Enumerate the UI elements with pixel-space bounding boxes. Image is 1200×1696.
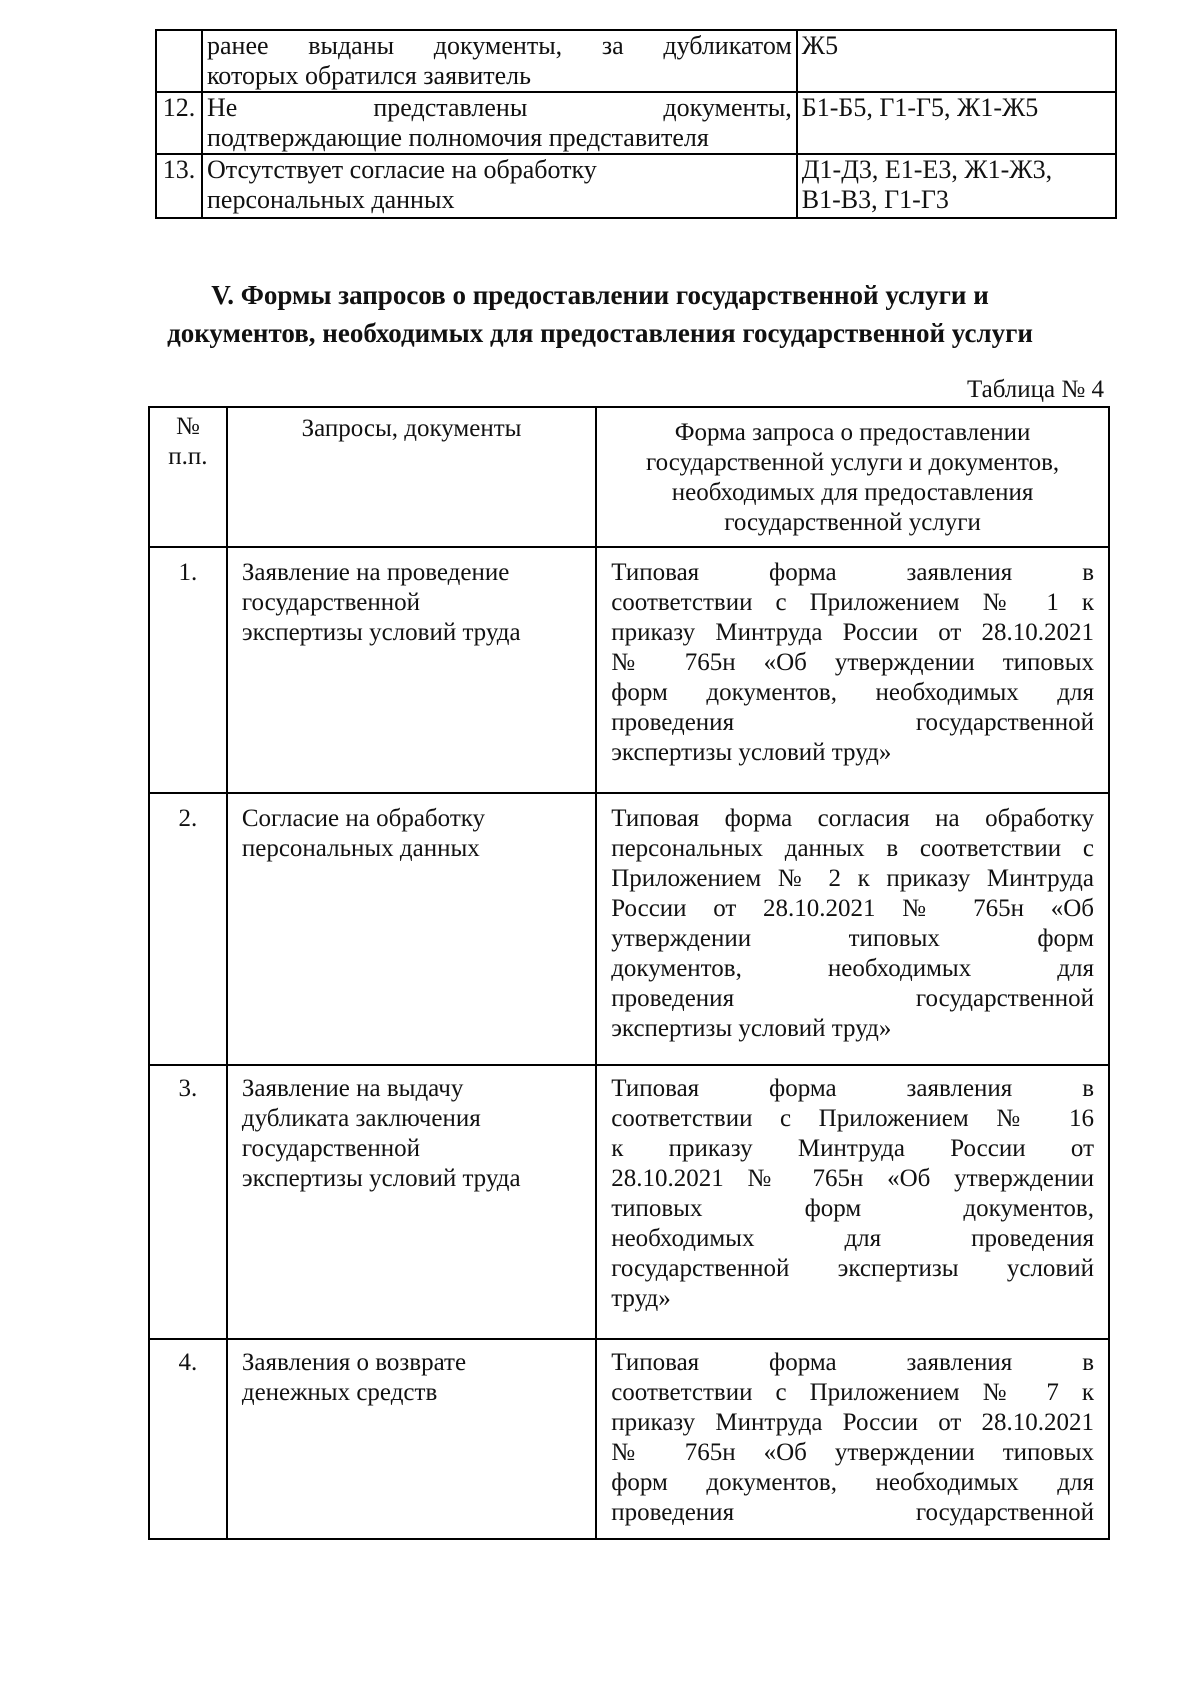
row-document: Согласие на обработку персональных данных [227, 793, 596, 1065]
row-number: 13. [156, 154, 202, 218]
row-number: 2. [149, 793, 227, 1065]
table-row [149, 793, 1109, 1065]
row-number: 1. [149, 547, 227, 793]
header-form: Форма запроса о предоставлении государственной услуги и документов, необходимых для предоставления государственной услуги [596, 407, 1109, 547]
row-number: 3. [149, 1065, 227, 1339]
row-codes: Б1-Б5, Г1-Г5, Ж1-Ж5 [797, 92, 1116, 154]
row-description: ранее выданы документы, за дубликатом которых обратился заявитель [202, 30, 797, 92]
row-number: 4. [149, 1339, 227, 1539]
section-heading: V. Формы запросов о предоставлении государственной услуги и документов, необходимых для предоставления государственной услуги [167, 280, 1033, 348]
row-form: Типовая форма заявления в соответствии с Приложением № 1 к приказу Минтруда России от 28.10.2021 № 765н «Об утверждении типовых форм документов, необходимых для проведения государственной экспертизы условий труд» [596, 547, 1109, 793]
row-document: Заявления о возврате денежных средств [227, 1339, 596, 1539]
row-number [156, 30, 202, 92]
forms-table [148, 406, 1110, 1540]
table-row [149, 1339, 1109, 1539]
header-documents: Запросы, документы [227, 407, 596, 547]
table-row [156, 30, 1116, 92]
row-description: Не представлены документы, подтверждающие полномочия представителя [202, 92, 797, 154]
row-form: Типовая форма заявления в соответствии с Приложением № 7 к приказу Минтруда России от 28.10.2021 № 765н «Об утверждении типовых форм документов, необходимых для проведения государственной [596, 1339, 1109, 1539]
row-document: Заявление на выдачу дубликата заключения государственной экспертизы условий труда [227, 1065, 596, 1339]
row-description: Отсутствует согласие на обработку персональных данных [202, 154, 797, 218]
previous-table [155, 29, 1117, 219]
row-number: 12. [156, 92, 202, 154]
table-row [156, 92, 1116, 154]
table-caption: Таблица № 4 [966, 376, 1104, 403]
table-row [156, 154, 1116, 218]
row-codes: Ж5 [797, 30, 1116, 92]
row-form: Типовая форма заявления в соответствии с Приложением № 16 к приказу Минтруда России от 28.10.2021 № 765н «Об утверждении типовых форм документов, необходимых для проведения государственной экспертизы условий труд» [596, 1065, 1109, 1339]
table-row [149, 547, 1109, 793]
table-row [149, 1065, 1109, 1339]
row-codes: Д1-Д3, Е1-Е3, Ж1-Ж3, В1-В3, Г1-Г3 [797, 154, 1116, 218]
header-num: № п.п. [149, 407, 227, 547]
row-form: Типовая форма согласия на обработку персональных данных в соответствии с Приложением № 2 к приказу Минтруда России от 28.10.2021 № 765н «Об утверждении типовых форм документов, необходимых для проведения государственной экспертизы условий труд» [596, 793, 1109, 1065]
table-header-row [149, 407, 1109, 547]
row-document: Заявление на проведение государственной экспертизы условий труда [227, 547, 596, 793]
